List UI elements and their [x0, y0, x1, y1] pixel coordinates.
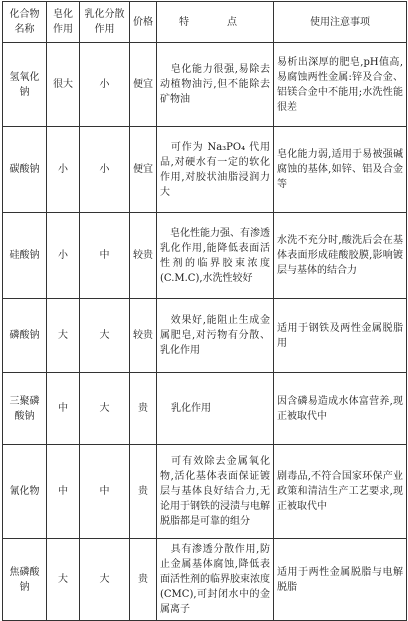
table-row — [3, 127, 407, 213]
feature-cell — [157, 539, 274, 621]
notes-text: 剧毒品,不符合国家环保产业政策和清洁生产工艺要求,现正被取代中 — [274, 445, 407, 539]
feature-cell — [157, 127, 274, 213]
compound-name: 氰化物 — [3, 445, 47, 539]
emulsification-value: 中 — [80, 213, 130, 299]
notes-text: 皂化能力弱,适用于易被强碱腐蚀的基体,如锌、铝及合金等 — [274, 127, 407, 213]
document-page — [2, 1, 406, 615]
emulsification-value: 大 — [80, 373, 130, 445]
header-compound-name: 化合物名称 — [3, 2, 47, 43]
saponification-value: 小 — [47, 213, 80, 299]
price-value: 贵 — [130, 445, 157, 539]
notes-text: 适用于两性金属脱脂与电解脱脂 — [274, 539, 407, 621]
header-usage-notes: 使用注意事项 — [274, 2, 407, 43]
compound-name: 氢氧化钠 — [3, 43, 47, 127]
notes-text: 水洗不充分时,酸洗后会在基体表面形成硅酸胶膜,影响镀层与基体的结合力 — [274, 213, 407, 299]
price-value: 贵 — [130, 373, 157, 445]
compound-name: 磷酸钠 — [3, 299, 47, 373]
emulsification-value: 小 — [80, 43, 130, 127]
compound-name: 焦磷酸钠 — [3, 539, 47, 621]
feature-cell — [157, 299, 274, 373]
feature-text: 皂化能力很强,易除去动植物油污,但不能除去矿物油 — [160, 64, 270, 105]
compound-name: 三聚磷酸钠 — [3, 373, 47, 445]
header-features: 特 点 — [157, 2, 274, 43]
feature-text: 可有效除去金属氧化物,活化基体表面保证镀层与基体良好结合力,无论用于钢铁的浸渍与电解脱脂都是可靠的组分 — [160, 456, 270, 527]
emulsification-value: 小 — [80, 127, 130, 213]
table-row — [3, 299, 407, 373]
emulsification-value: 中 — [80, 445, 130, 539]
saponification-value: 小 — [47, 127, 80, 213]
table-row — [3, 43, 407, 127]
price-value: 较贵 — [130, 213, 157, 299]
feature-cell — [157, 445, 274, 539]
table-row — [3, 373, 407, 445]
notes-text: 易析出深厚的肥皂,pH值高,易腐蚀两性金属:锌及合金、铝镁合金中不能用;水洗性能很差 — [274, 43, 407, 127]
price-value: 便宜 — [130, 127, 157, 213]
saponification-value: 中 — [47, 373, 80, 445]
emulsification-value: 大 — [80, 539, 130, 621]
compound-name: 硅酸钠 — [3, 213, 47, 299]
saponification-value: 中 — [47, 445, 80, 539]
notes-text: 因含磷易造成水体富营养,现正被取代中 — [274, 373, 407, 445]
compound-table — [2, 1, 407, 621]
header-saponification: 皂化作用 — [47, 2, 80, 43]
notes-text: 适用于钢铁及两性金属脱脂用 — [274, 299, 407, 373]
saponification-value: 很大 — [47, 43, 80, 127]
price-value: 贵 — [130, 539, 157, 621]
feature-text: 具有渗透分散作用,防止金属基体腐蚀,降低表面活性剂的临界胶束浓度(CMC),可封闭水中的金属离子 — [160, 544, 270, 615]
emulsification-value: 大 — [80, 299, 130, 373]
feature-text: 可作为 Na₃PO₄ 代用品,对硬水有一定的软化作用,对胶状油脂浸润力大 — [160, 141, 270, 198]
feature-text: 皂化性能力强、有渗透乳化作用,能降低表面活性剂的临界胶束浓度(C.M.C),水洗性较好 — [160, 227, 270, 284]
table-row — [3, 445, 407, 539]
price-value: 较贵 — [130, 299, 157, 373]
feature-text: 乳化作用 — [157, 373, 274, 445]
table-header-row — [3, 2, 407, 43]
saponification-value: 大 — [47, 299, 80, 373]
header-emulsification: 乳化分散作用 — [80, 2, 130, 43]
compound-name: 碳酸钠 — [3, 127, 47, 213]
header-price: 价格 — [130, 2, 157, 43]
feature-text: 效果好,能阻止生成金属肥皂,对污物有分散、乳化作用 — [160, 315, 270, 356]
price-value: 便宜 — [130, 43, 157, 127]
table-row — [3, 213, 407, 299]
saponification-value: 大 — [47, 539, 80, 621]
feature-cell — [157, 213, 274, 299]
table-row — [3, 539, 407, 621]
feature-cell — [157, 43, 274, 127]
